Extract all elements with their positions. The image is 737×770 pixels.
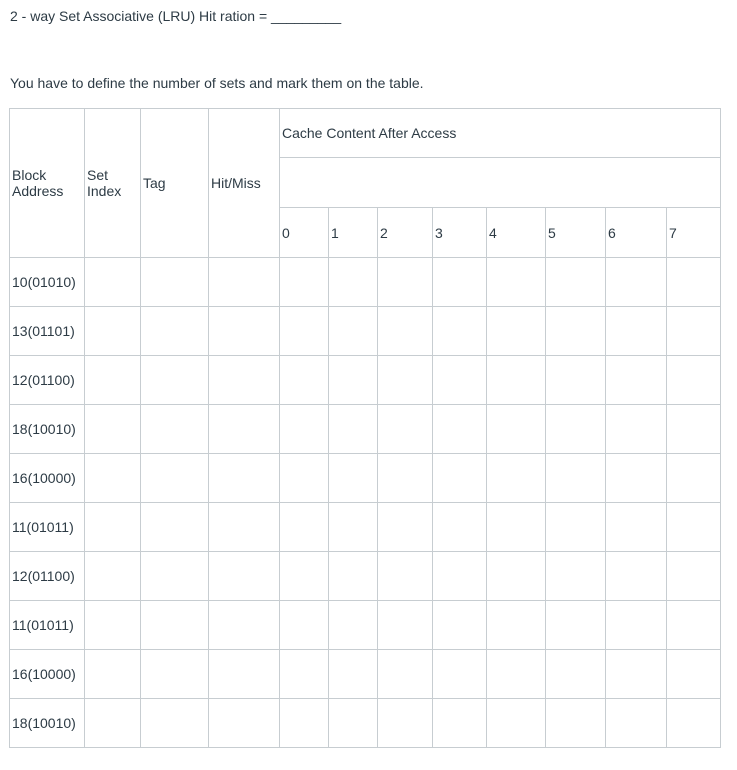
cache-cell-set-5[interactable] [546, 699, 606, 748]
cache-cell-set-6[interactable] [606, 650, 667, 699]
cache-cell-set-7[interactable] [667, 454, 721, 503]
tag-cell[interactable] [141, 307, 209, 356]
set-column-header-7: 7 [667, 208, 721, 258]
hit-miss-cell[interactable] [209, 699, 280, 748]
cache-cell-set-1[interactable] [329, 258, 378, 307]
cache-cell-set-3[interactable] [433, 258, 487, 307]
set-column-header-0: 0 [280, 208, 329, 258]
tag-cell[interactable] [141, 356, 209, 405]
cache-cell-set-5[interactable] [546, 356, 606, 405]
set-column-header-5: 5 [546, 208, 606, 258]
cache-cell-set-5[interactable] [546, 601, 606, 650]
cache-cell-set-1[interactable] [329, 503, 378, 552]
cache-cell-set-4[interactable] [487, 258, 546, 307]
block-address-cell: 11(01011) [10, 601, 85, 650]
cache-cell-set-0[interactable] [280, 356, 329, 405]
cache-cell-set-5[interactable] [546, 307, 606, 356]
header-set-index: Set Index [85, 109, 141, 258]
set-index-cell[interactable] [85, 307, 141, 356]
set-column-header-1: 1 [329, 208, 378, 258]
tag-cell[interactable] [141, 699, 209, 748]
cache-cell-set-1[interactable] [329, 650, 378, 699]
table-row [10, 258, 721, 307]
cache-cell-set-3[interactable] [433, 356, 487, 405]
set-index-cell[interactable] [85, 503, 141, 552]
cache-cell-set-6[interactable] [606, 503, 667, 552]
cache-cell-set-6[interactable] [606, 405, 667, 454]
block-address-cell: 16(10000) [10, 454, 85, 503]
cache-cell-set-6[interactable] [606, 356, 667, 405]
table-row [10, 405, 721, 454]
set-index-cell[interactable] [85, 405, 141, 454]
cache-cell-set-3[interactable] [433, 503, 487, 552]
cache-cell-set-1[interactable] [329, 405, 378, 454]
cache-cell-set-2[interactable] [378, 650, 433, 699]
cache-cell-set-5[interactable] [546, 258, 606, 307]
table-row [10, 454, 721, 503]
block-address-cell: 16(10000) [10, 650, 85, 699]
cache-cell-set-1[interactable] [329, 552, 378, 601]
block-address-cell: 13(01101) [10, 307, 85, 356]
cache-cell-set-3[interactable] [433, 552, 487, 601]
cache-cell-set-2[interactable] [378, 454, 433, 503]
cache-cell-set-7[interactable] [667, 650, 721, 699]
cache-cell-set-0[interactable] [280, 601, 329, 650]
hit-miss-cell[interactable] [209, 307, 280, 356]
table-row [10, 601, 721, 650]
cache-cell-set-3[interactable] [433, 454, 487, 503]
header-cache-content: Cache Content After Access [280, 109, 721, 158]
cache-cell-set-0[interactable] [280, 503, 329, 552]
cache-cell-set-2[interactable] [378, 601, 433, 650]
block-address-cell: 12(01100) [10, 552, 85, 601]
block-address-cell: 18(10010) [10, 405, 85, 454]
cache-cell-set-5[interactable] [546, 650, 606, 699]
cache-cell-set-6[interactable] [606, 258, 667, 307]
header-row [10, 109, 721, 158]
cache-cell-set-0[interactable] [280, 650, 329, 699]
cache-cell-set-5[interactable] [546, 503, 606, 552]
hit-miss-cell[interactable] [209, 650, 280, 699]
cache-cell-set-4[interactable] [487, 405, 546, 454]
table-row [10, 650, 721, 699]
cache-cell-set-1[interactable] [329, 356, 378, 405]
set-index-cell[interactable] [85, 552, 141, 601]
set-index-cell[interactable] [85, 356, 141, 405]
cache-cell-set-2[interactable] [378, 405, 433, 454]
cache-cell-set-3[interactable] [433, 699, 487, 748]
cache-cell-set-3[interactable] [433, 650, 487, 699]
cache-cell-set-4[interactable] [487, 699, 546, 748]
cache-cell-set-7[interactable] [667, 503, 721, 552]
header-tag: Tag [141, 109, 209, 258]
cache-cell-set-0[interactable] [280, 405, 329, 454]
cache-cell-set-0[interactable] [280, 307, 329, 356]
set-column-header-3: 3 [433, 208, 487, 258]
set-column-header-2: 2 [378, 208, 433, 258]
hit-miss-cell[interactable] [209, 552, 280, 601]
cache-cell-set-0[interactable] [280, 699, 329, 748]
set-column-header-6: 6 [606, 208, 667, 258]
cache-cell-set-2[interactable] [378, 552, 433, 601]
cache-cell-set-4[interactable] [487, 601, 546, 650]
hit-miss-cell[interactable] [209, 356, 280, 405]
cache-cell-set-5[interactable] [546, 552, 606, 601]
cache-cell-set-2[interactable] [378, 258, 433, 307]
header-hit-miss: Hit/Miss [209, 109, 280, 258]
cache-cell-set-4[interactable] [487, 307, 546, 356]
block-address-cell: 10(01010) [10, 258, 85, 307]
header-blank-cell[interactable] [280, 158, 721, 208]
set-index-cell[interactable] [85, 601, 141, 650]
cache-cell-set-6[interactable] [606, 454, 667, 503]
cache-cell-set-3[interactable] [433, 405, 487, 454]
cache-cell-set-7[interactable] [667, 699, 721, 748]
cache-table [9, 108, 721, 748]
tag-cell[interactable] [141, 503, 209, 552]
set-index-cell[interactable] [85, 699, 141, 748]
cache-cell-set-4[interactable] [487, 650, 546, 699]
tag-cell[interactable] [141, 258, 209, 307]
cache-cell-set-7[interactable] [667, 601, 721, 650]
cache-cell-set-1[interactable] [329, 454, 378, 503]
cache-cell-set-7[interactable] [667, 307, 721, 356]
cache-cell-set-6[interactable] [606, 307, 667, 356]
hit-miss-cell[interactable] [209, 258, 280, 307]
cache-cell-set-6[interactable] [606, 601, 667, 650]
cache-cell-set-7[interactable] [667, 258, 721, 307]
cache-cell-set-5[interactable] [546, 454, 606, 503]
cache-cell-set-0[interactable] [280, 552, 329, 601]
set-index-cell[interactable] [85, 454, 141, 503]
cache-cell-set-2[interactable] [378, 356, 433, 405]
instruction-text: You have to define the number of sets and mark them on the table. [10, 75, 424, 91]
cache-cell-set-1[interactable] [329, 601, 378, 650]
table-row [10, 356, 721, 405]
cache-cell-set-3[interactable] [433, 307, 487, 356]
hit-miss-cell[interactable] [209, 454, 280, 503]
cache-cell-set-7[interactable] [667, 552, 721, 601]
cache-cell-set-4[interactable] [487, 503, 546, 552]
cache-cell-set-4[interactable] [487, 454, 546, 503]
set-column-header-4: 4 [487, 208, 546, 258]
cache-cell-set-2[interactable] [378, 699, 433, 748]
cache-cell-set-5[interactable] [546, 405, 606, 454]
block-address-cell: 12(01100) [10, 356, 85, 405]
block-address-cell: 18(10010) [10, 699, 85, 748]
header-block-address: Block Address [10, 109, 85, 258]
hit-miss-cell[interactable] [209, 503, 280, 552]
cache-cell-set-1[interactable] [329, 699, 378, 748]
hit-miss-cell[interactable] [209, 405, 280, 454]
cache-cell-set-7[interactable] [667, 356, 721, 405]
table-row [10, 307, 721, 356]
set-index-cell[interactable] [85, 650, 141, 699]
set-index-cell[interactable] [85, 258, 141, 307]
cache-cell-set-6[interactable] [606, 699, 667, 748]
tag-cell[interactable] [141, 552, 209, 601]
tag-cell[interactable] [141, 454, 209, 503]
cache-cell-set-3[interactable] [433, 601, 487, 650]
cache-cell-set-2[interactable] [378, 503, 433, 552]
table-row [10, 552, 721, 601]
block-address-cell: 11(01011) [10, 503, 85, 552]
cache-cell-set-1[interactable] [329, 307, 378, 356]
cache-cell-set-2[interactable] [378, 307, 433, 356]
table-row [10, 699, 721, 748]
table-row [10, 503, 721, 552]
cache-cell-set-0[interactable] [280, 454, 329, 503]
cache-cell-set-6[interactable] [606, 552, 667, 601]
hit-miss-cell[interactable] [209, 601, 280, 650]
page-title: 2 - way Set Associative (LRU) Hit ration = _________ [10, 8, 342, 24]
tag-cell[interactable] [141, 405, 209, 454]
tag-cell[interactable] [141, 650, 209, 699]
cache-cell-set-0[interactable] [280, 258, 329, 307]
cache-cell-set-4[interactable] [487, 552, 546, 601]
cache-cell-set-4[interactable] [487, 356, 546, 405]
cache-cell-set-7[interactable] [667, 405, 721, 454]
tag-cell[interactable] [141, 601, 209, 650]
